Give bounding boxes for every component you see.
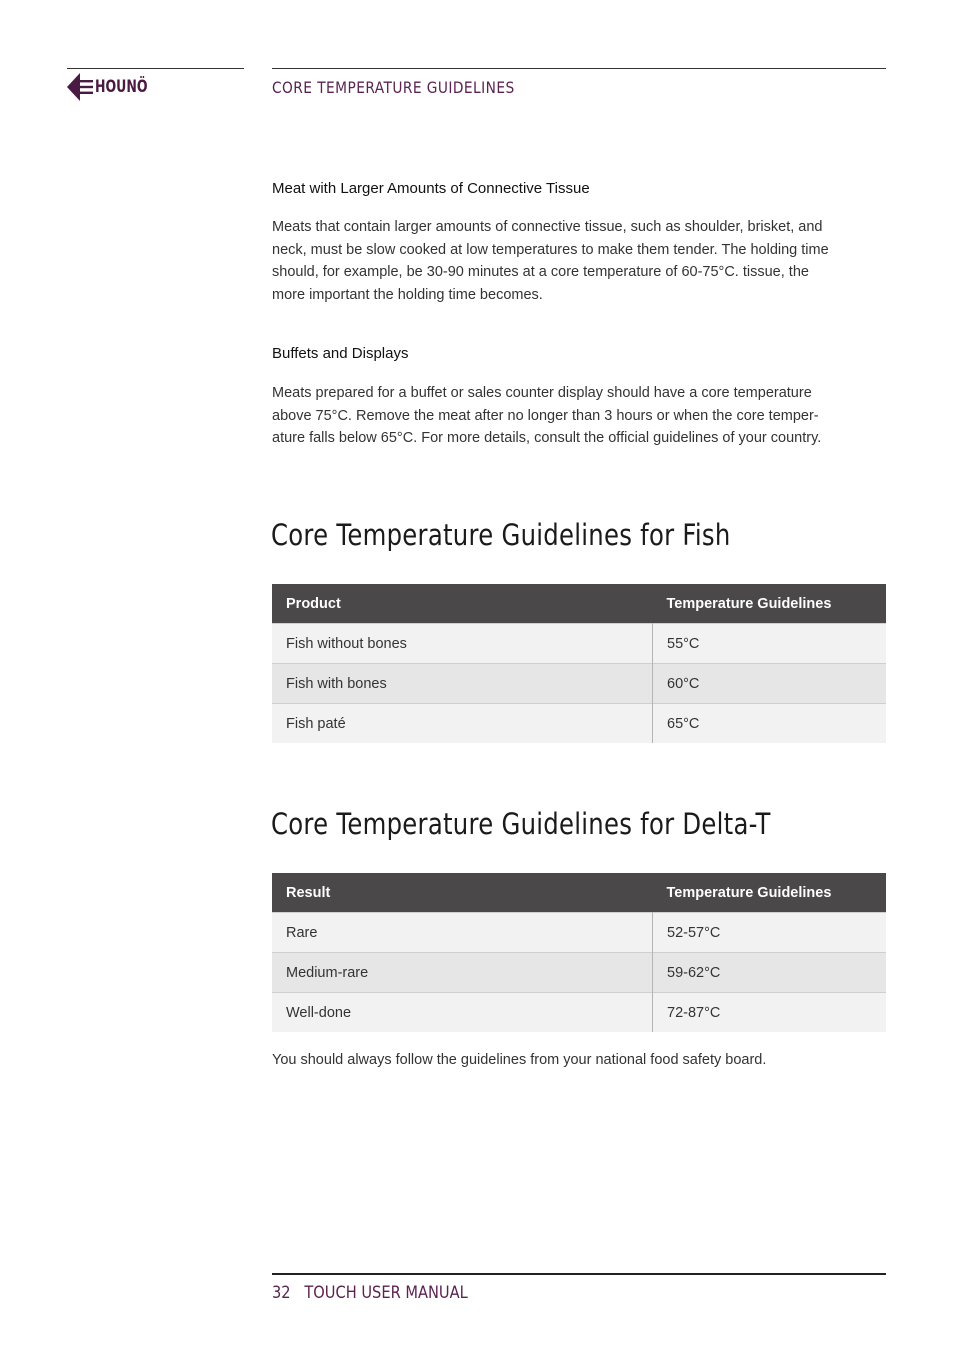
table-header-row xyxy=(272,873,886,913)
temperature-cell: 55°C xyxy=(653,624,887,664)
fish-section-title: Core Temperature Guidelines for Fish xyxy=(271,518,731,552)
column-header-temperature: Temperature Guidelines xyxy=(653,584,887,624)
food-safety-note: You should always follow the guidelines from your national food safety board. xyxy=(272,1052,767,1068)
footer-rule xyxy=(272,1273,886,1275)
connective-tissue-paragraph xyxy=(272,216,857,307)
header-rule-right xyxy=(272,68,886,69)
temperature-cell: 72-87°C xyxy=(653,993,887,1033)
column-header-temperature: Temperature Guidelines xyxy=(653,873,887,913)
temperature-cell: 65°C xyxy=(653,704,887,744)
running-header-title: CORE TEMPERATURE GUIDELINES xyxy=(272,78,515,97)
product-cell: Fish without bones xyxy=(272,624,653,664)
houno-logo xyxy=(67,73,159,101)
table-row xyxy=(272,993,886,1033)
buffets-paragraph xyxy=(272,382,857,450)
paragraph-line: neck, must be slow cooked at low temperatures to make them tender. The holding time xyxy=(272,241,829,258)
paragraph-line: above 75°C. Remove the meat after no longer than 3 hours or when the core temper- xyxy=(272,407,819,424)
column-header-product: Product xyxy=(272,584,653,624)
result-cell: Rare xyxy=(272,913,653,953)
table-row xyxy=(272,624,886,664)
table-header-row xyxy=(272,584,886,624)
result-cell: Medium-rare xyxy=(272,953,653,993)
connective-tissue-heading: Meat with Larger Amounts of Connective Tissue xyxy=(272,180,590,197)
paragraph-line: more important the holding time becomes. xyxy=(272,287,543,304)
buffets-heading: Buffets and Displays xyxy=(272,345,409,362)
temperature-cell: 60°C xyxy=(653,664,887,704)
column-header-result: Result xyxy=(272,873,653,913)
delta-t-table xyxy=(272,873,886,1032)
delta-t-section-title: Core Temperature Guidelines for Delta-T xyxy=(271,807,771,841)
paragraph-line: ature falls below 65°C. For more details, consult the official guidelines of your country. xyxy=(272,430,822,447)
page-footer xyxy=(272,1283,468,1303)
fish-table xyxy=(272,584,886,743)
houno-logo-icon xyxy=(67,73,93,101)
result-cell: Well-done xyxy=(272,993,653,1033)
temperature-cell: 59-62°C xyxy=(653,953,887,993)
paragraph-line: Meats that contain larger amounts of connective tissue, such as shoulder, brisket, and xyxy=(272,219,823,235)
paragraph-line: Meats prepared for a buffet or sales counter display should have a core temperature xyxy=(272,385,812,401)
table-row xyxy=(272,704,886,744)
logo-wordmark: HOUNÖ xyxy=(95,77,148,97)
paragraph-line: should, for example, be 30-90 minutes at a core temperature of 60-75°C. tissue, the xyxy=(272,264,809,281)
table-row xyxy=(272,953,886,993)
page-number: 32 xyxy=(272,1283,291,1303)
product-cell: Fish paté xyxy=(272,704,653,744)
table-row xyxy=(272,913,886,953)
header-rule-left xyxy=(67,68,244,69)
manual-title: TOUCH USER MANUAL xyxy=(304,1283,468,1303)
table-row xyxy=(272,664,886,704)
temperature-cell: 52-57°C xyxy=(653,913,887,953)
product-cell: Fish with bones xyxy=(272,664,653,704)
